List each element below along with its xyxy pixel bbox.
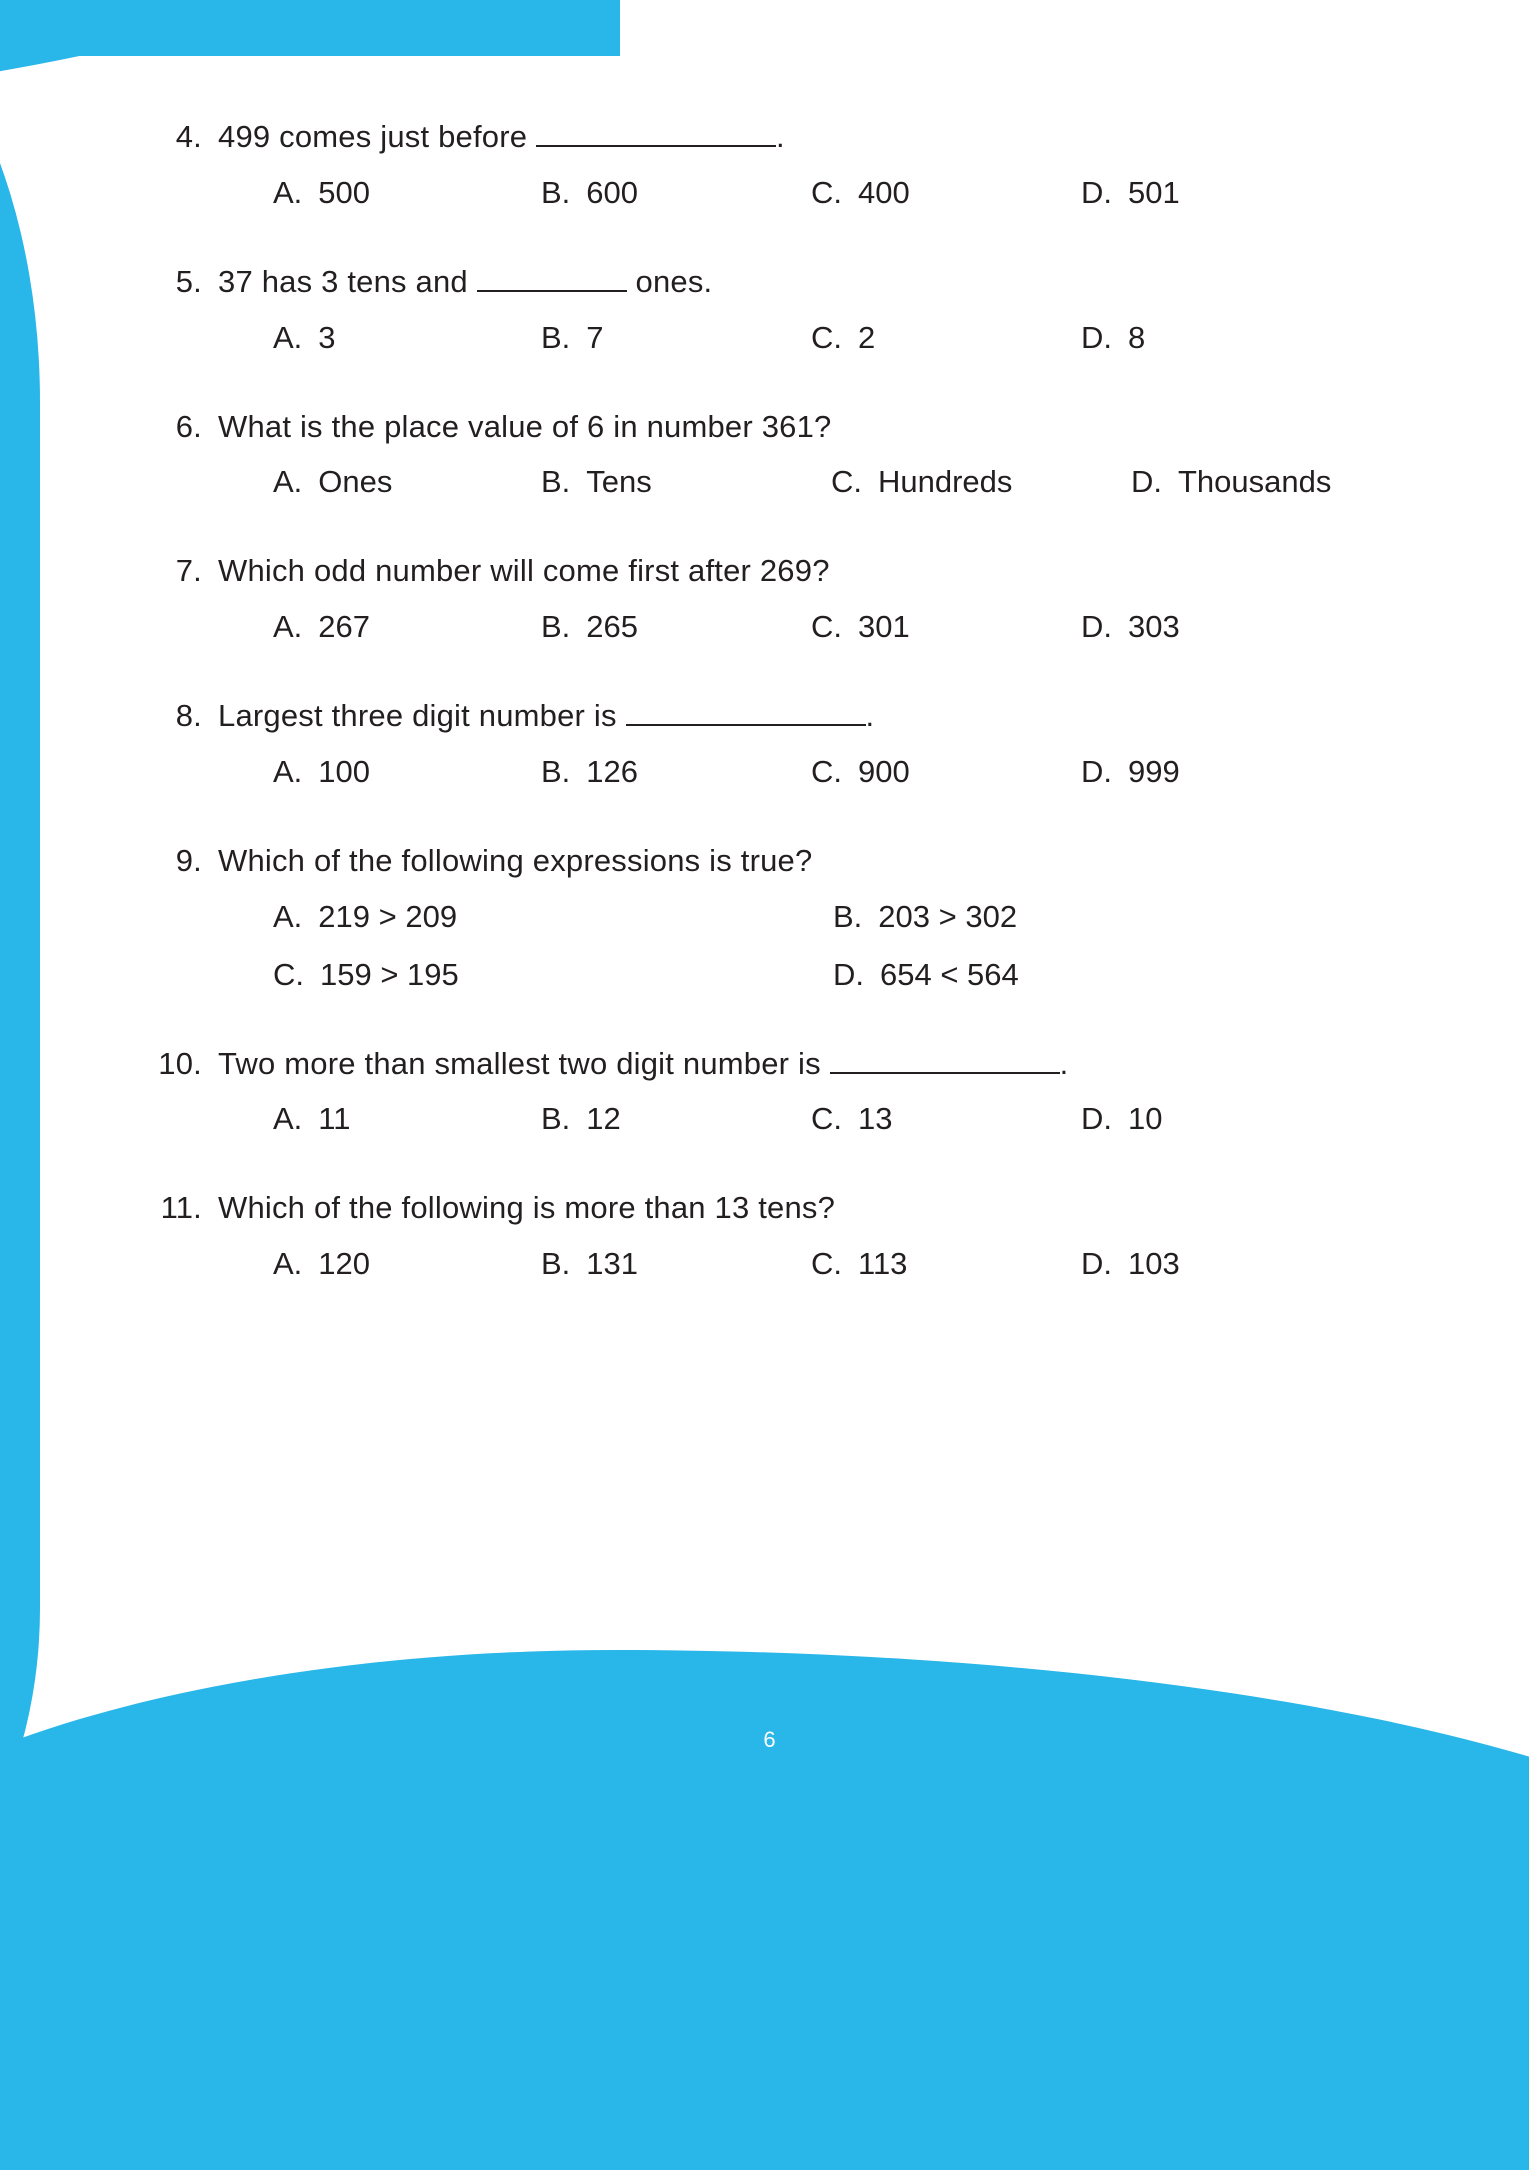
option-letter: D. (1081, 609, 1112, 644)
option-letter: B. (541, 1101, 571, 1137)
option-text: 900 (858, 753, 910, 789)
option-letter: A. (273, 174, 303, 210)
option-letter: A. (273, 898, 303, 934)
option-letter: D. (833, 956, 864, 992)
option-text: 600 (586, 174, 639, 210)
option-list (150, 609, 1390, 645)
question-prompt (150, 697, 1390, 736)
option-text: Ones (318, 464, 393, 500)
option-letter: D. (1081, 1101, 1112, 1137)
option-letter: D. (1081, 319, 1112, 355)
option-choice[interactable] (218, 899, 833, 935)
option-text: 500 (318, 174, 371, 210)
option-choice[interactable] (831, 464, 1131, 500)
option-list (150, 1246, 1390, 1282)
question-number: 8. (175, 698, 202, 733)
option-text: 7 (586, 319, 604, 355)
question-item (150, 118, 1390, 211)
option-text: 203 > 302 (878, 898, 1018, 934)
option-letter: D. (1081, 1246, 1112, 1281)
option-text: 501 (1128, 174, 1180, 210)
question-text (218, 1189, 1390, 1228)
option-choice[interactable] (1081, 175, 1351, 211)
option-choice[interactable] (541, 175, 811, 211)
question-prompt (150, 1045, 1390, 1084)
question-text-before: Two more than smallest two digit number is (218, 1045, 821, 1081)
question-text-before: What is the place value of 6 in number 361? (218, 408, 832, 444)
option-choice[interactable] (811, 754, 1081, 790)
option-letter: D. (1081, 753, 1112, 789)
option-list (150, 1101, 1390, 1137)
option-choice[interactable] (833, 957, 1393, 993)
option-text: 219 > 209 (318, 898, 458, 934)
question-prompt (150, 842, 1390, 881)
option-row (218, 899, 1390, 935)
option-text: 159 > 195 (320, 956, 459, 992)
option-text: 12 (586, 1101, 621, 1137)
option-text: 3 (318, 319, 336, 355)
page-number-badge: 6 (706, 1712, 834, 1768)
question-text (218, 1045, 1390, 1084)
option-choice[interactable] (218, 320, 541, 356)
option-choice[interactable] (218, 609, 541, 645)
question-text-before: Which odd number will come first after 269? (218, 553, 830, 589)
page-footer (135, 1712, 1404, 1772)
question-number: 6. (175, 408, 202, 444)
option-choice[interactable] (218, 754, 541, 790)
question-item (150, 408, 1390, 501)
option-text: 100 (318, 753, 371, 789)
option-list (150, 899, 1390, 993)
question-item (150, 263, 1390, 356)
question-item (150, 552, 1390, 645)
option-list (150, 320, 1390, 356)
option-text: 103 (1128, 1246, 1180, 1281)
option-letter: C. (811, 753, 842, 789)
option-text: 120 (318, 1246, 371, 1281)
question-text (218, 842, 1390, 881)
option-choice[interactable] (541, 320, 811, 356)
option-text: 301 (858, 609, 910, 644)
option-text: Tens (586, 464, 652, 500)
option-choice[interactable] (218, 1246, 541, 1282)
option-choice[interactable] (541, 1246, 811, 1282)
option-letter: C. (273, 956, 304, 992)
question-number: 9. (175, 842, 202, 878)
option-letter: B. (541, 1246, 571, 1281)
question-prompt (150, 1189, 1390, 1228)
option-choice[interactable] (218, 1101, 541, 1137)
question-text-after: ones. (635, 263, 713, 299)
option-letter: A. (273, 753, 303, 789)
option-choice[interactable] (541, 1101, 811, 1137)
question-text (218, 552, 1390, 591)
question-prompt (150, 408, 1390, 447)
option-text: 2 (858, 319, 876, 355)
option-text: Thousands (1178, 464, 1332, 500)
question-text-before: Largest three digit number is (218, 698, 617, 733)
option-choice[interactable] (811, 1246, 1081, 1282)
option-letter: B. (541, 609, 571, 644)
question-text-before: Which of the following expressions is true? (218, 842, 813, 878)
option-text: 10 (1128, 1101, 1163, 1137)
option-letter: D. (1131, 464, 1162, 500)
option-choice[interactable] (1131, 464, 1431, 500)
question-text-before: Which of the following is more than 13 tens? (218, 1190, 836, 1226)
option-choice[interactable] (1081, 754, 1351, 790)
question-text (218, 263, 1390, 302)
option-choice[interactable] (541, 609, 811, 645)
question-number: 11. (160, 1190, 202, 1226)
option-letter: C. (811, 174, 842, 210)
option-list (150, 464, 1390, 500)
option-letter: C. (811, 1101, 842, 1137)
question-text-before: 37 has 3 tens and (218, 263, 468, 299)
question-prompt (150, 263, 1390, 302)
option-text: 267 (318, 609, 371, 644)
option-choice[interactable] (811, 609, 1081, 645)
option-text: 11 (318, 1101, 351, 1137)
option-letter: B. (541, 753, 571, 789)
option-letter: C. (811, 319, 842, 355)
option-choice[interactable] (1081, 320, 1351, 356)
option-text: 400 (858, 174, 910, 210)
option-choice[interactable] (811, 1101, 1081, 1137)
option-row (218, 957, 1390, 993)
option-letter: A. (273, 1101, 303, 1137)
option-text: Hundreds (878, 464, 1013, 500)
option-choice[interactable] (218, 957, 833, 993)
question-text (218, 697, 1390, 736)
option-choice[interactable] (833, 899, 1393, 935)
answer-blank[interactable] (536, 145, 776, 147)
option-choice[interactable] (218, 175, 541, 211)
option-text: 113 (858, 1246, 908, 1281)
question-item (150, 842, 1390, 993)
option-letter: A. (273, 1246, 303, 1281)
question-text-after: . (1059, 1045, 1069, 1081)
option-choice[interactable] (811, 175, 1081, 211)
question-text-after: . (865, 698, 875, 733)
answer-blank[interactable] (626, 724, 866, 726)
option-text: 303 (1128, 609, 1180, 644)
option-letter: A. (273, 609, 303, 644)
option-choice[interactable] (1081, 609, 1351, 645)
question-number: 10. (158, 1045, 202, 1081)
option-text: 999 (1128, 753, 1180, 789)
option-text: 126 (586, 753, 639, 789)
option-text: 13 (858, 1101, 893, 1137)
answer-blank[interactable] (830, 1072, 1060, 1074)
option-choice[interactable] (1081, 1101, 1351, 1137)
option-text: 8 (1128, 319, 1146, 355)
option-list (150, 175, 1390, 211)
option-choice[interactable] (1081, 1246, 1351, 1282)
question-item (150, 697, 1390, 790)
question-text (218, 408, 1390, 447)
option-letter: B. (833, 898, 863, 934)
question-prompt (150, 118, 1390, 157)
answer-blank[interactable] (477, 290, 627, 292)
option-letter: C. (831, 464, 862, 500)
question-item (150, 1189, 1390, 1282)
option-choice[interactable] (541, 754, 811, 790)
option-letter: D. (1081, 174, 1112, 210)
decorative-shape-left (0, 0, 40, 1970)
option-letter: A. (273, 464, 303, 500)
option-letter: B. (541, 174, 571, 210)
question-text (218, 118, 1390, 157)
option-text: 131 (586, 1246, 639, 1281)
option-choice[interactable] (811, 320, 1081, 356)
option-choice[interactable] (541, 464, 831, 500)
question-number: 7. (175, 553, 202, 589)
option-letter: B. (541, 464, 571, 500)
option-letter: A. (273, 319, 303, 355)
option-text: 265 (586, 609, 639, 644)
option-list (150, 754, 1390, 790)
question-prompt (150, 552, 1390, 591)
worksheet-questions (150, 118, 1390, 1282)
option-choice[interactable] (218, 464, 541, 500)
question-item (150, 1045, 1390, 1138)
question-number: 5. (175, 263, 202, 299)
question-number: 4. (175, 119, 202, 154)
question-text-before: 499 comes just before (218, 119, 528, 154)
option-letter: C. (811, 1246, 842, 1281)
option-letter: B. (541, 319, 571, 355)
question-text-after: . (776, 119, 785, 154)
option-letter: C. (811, 609, 842, 644)
option-text: 654 < 564 (880, 956, 1019, 992)
